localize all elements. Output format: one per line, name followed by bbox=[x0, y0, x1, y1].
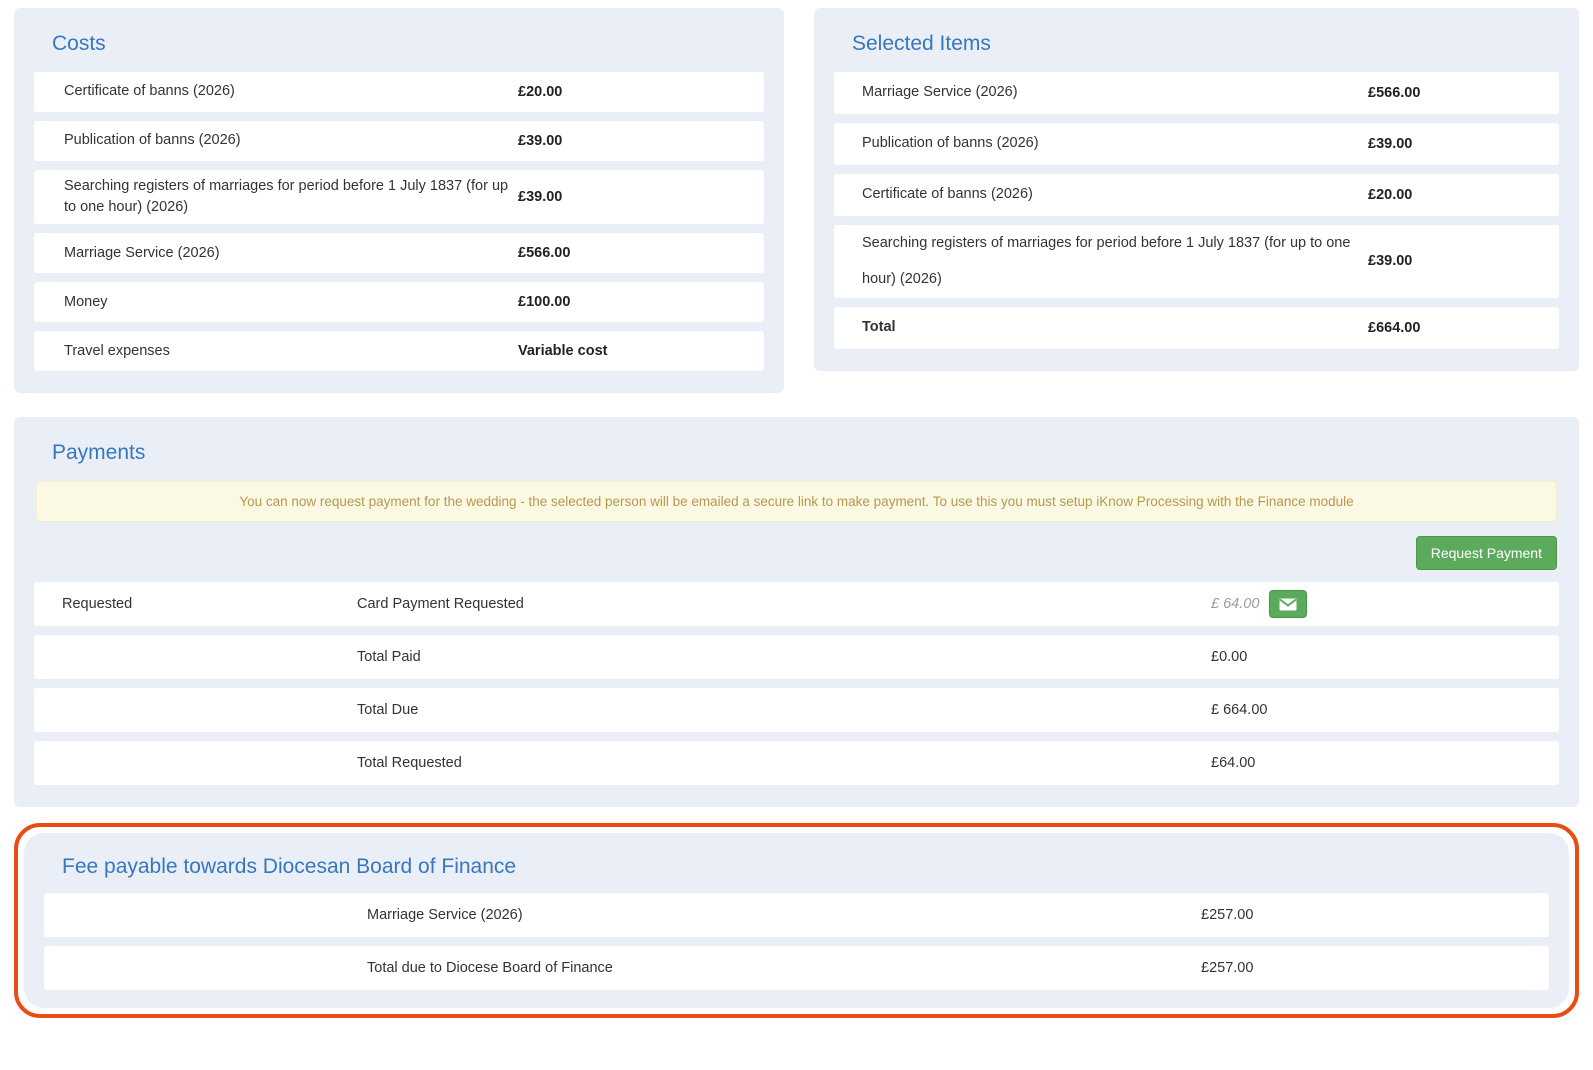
costs-row-value: £39.00 bbox=[518, 133, 563, 149]
payment-amount-cell bbox=[1211, 755, 1541, 771]
selected-item-label: Marriage Service (2026) bbox=[862, 84, 1018, 101]
selected-item-label: Searching registers of marriages for period before 1 July 1837 (for up to one hour) (2026) bbox=[862, 235, 1351, 288]
selected-items-list bbox=[834, 72, 1559, 349]
costs-row-label: Money bbox=[64, 293, 108, 310]
payment-amount-cell bbox=[1211, 590, 1541, 618]
selected-item-label: Certificate of banns (2026) bbox=[862, 186, 1033, 203]
dbf-highlight-outline bbox=[14, 823, 1579, 1018]
selected-items-title: Selected Items bbox=[852, 32, 991, 55]
dbf-row[interactable] bbox=[44, 893, 1549, 937]
request-payment-button[interactable]: Request Payment bbox=[1416, 536, 1557, 570]
payment-amount: £ 64.00 bbox=[1211, 596, 1260, 613]
costs-row-label: Searching registers of marriages for period before 1 July 1837 (for up to one hour) (2026) bbox=[64, 178, 509, 216]
selected-item-value: £20.00 bbox=[1368, 187, 1413, 203]
selected-item-row[interactable] bbox=[834, 174, 1559, 216]
selected-item-value: £39.00 bbox=[1368, 136, 1413, 152]
dbf-panel bbox=[24, 833, 1569, 1008]
mail-icon[interactable] bbox=[1269, 590, 1307, 618]
payment-status: Requested bbox=[62, 596, 133, 613]
costs-row[interactable] bbox=[34, 72, 764, 112]
selected-items-panel bbox=[814, 8, 1579, 371]
dbf-list bbox=[44, 893, 1549, 990]
dbf-row-value-cell bbox=[1201, 960, 1531, 976]
dbf-row-value: £257.00 bbox=[1201, 907, 1254, 924]
costs-row[interactable] bbox=[34, 282, 764, 322]
costs-row[interactable] bbox=[34, 121, 764, 161]
dbf-row-label: Total due to Diocese Board of Finance bbox=[367, 960, 613, 977]
selected-item-row[interactable] bbox=[834, 225, 1559, 298]
payments-notice: You can now request payment for the wedding - the selected person will be emailed a secure link to make payment. To use this you must setup iKnow Processing with the Finance module bbox=[36, 481, 1557, 522]
costs-list bbox=[34, 72, 764, 371]
payments-panel bbox=[14, 417, 1579, 807]
costs-row-value: £20.00 bbox=[518, 84, 563, 100]
payment-amount: £0.00 bbox=[1211, 649, 1248, 666]
dbf-title: Fee payable towards Diocesan Board of Finance bbox=[62, 855, 517, 879]
dbf-row-value: £257.00 bbox=[1201, 960, 1254, 977]
payment-label: Total Due bbox=[357, 702, 419, 719]
payment-label: Total Paid bbox=[357, 649, 421, 666]
costs-row-label: Publication of banns (2026) bbox=[64, 132, 241, 149]
payment-label: Card Payment Requested bbox=[357, 596, 524, 613]
payments-title: Payments bbox=[52, 441, 146, 465]
costs-row-label: Marriage Service (2026) bbox=[64, 244, 220, 261]
costs-title: Costs bbox=[52, 32, 106, 55]
payments-list bbox=[34, 582, 1559, 785]
selected-item-row[interactable] bbox=[834, 72, 1559, 114]
payment-amount-cell bbox=[1211, 702, 1541, 718]
selected-item-label: Publication of banns (2026) bbox=[862, 135, 1039, 152]
selected-items-total-label: Total bbox=[862, 318, 896, 335]
selected-items-total-value: £664.00 bbox=[1368, 319, 1421, 336]
payment-row[interactable] bbox=[34, 741, 1559, 785]
selected-item-value: £566.00 bbox=[1368, 85, 1421, 101]
selected-items-total-row bbox=[834, 307, 1559, 349]
costs-row-value: £39.00 bbox=[518, 189, 563, 206]
payment-amount: £64.00 bbox=[1211, 755, 1256, 772]
selected-item-row[interactable] bbox=[834, 123, 1559, 165]
dbf-row-label: Marriage Service (2026) bbox=[367, 907, 523, 924]
dbf-row-value-cell bbox=[1201, 907, 1531, 923]
payment-row[interactable] bbox=[34, 635, 1559, 679]
costs-row-label: Travel expenses bbox=[64, 342, 170, 359]
costs-row-value: Variable cost bbox=[518, 343, 608, 360]
selected-item-value: £39.00 bbox=[1368, 253, 1413, 270]
payment-row[interactable] bbox=[34, 688, 1559, 732]
costs-row-value: £566.00 bbox=[518, 245, 571, 262]
payment-row[interactable] bbox=[34, 582, 1559, 626]
costs-row-value: £100.00 bbox=[518, 294, 571, 311]
costs-row[interactable] bbox=[34, 233, 764, 273]
top-section bbox=[14, 8, 1579, 393]
dbf-row[interactable] bbox=[44, 946, 1549, 990]
payment-label: Total Requested bbox=[357, 755, 462, 772]
costs-row[interactable] bbox=[34, 331, 764, 371]
costs-row-label: Certificate of banns (2026) bbox=[64, 83, 235, 100]
costs-panel bbox=[14, 8, 784, 393]
payments-button-bar bbox=[34, 522, 1559, 582]
costs-row[interactable] bbox=[34, 170, 764, 224]
payment-amount-cell bbox=[1211, 649, 1541, 665]
payment-amount: £ 664.00 bbox=[1211, 702, 1268, 719]
